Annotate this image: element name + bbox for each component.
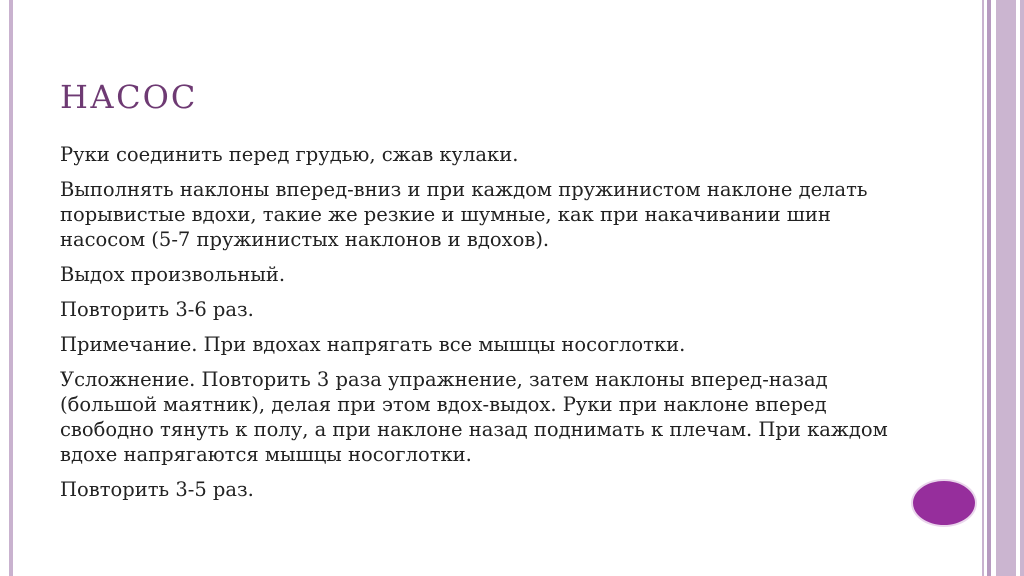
decorative-circle bbox=[913, 481, 975, 525]
paragraph: Примечание. При вдохах напрягать все мышцы носоглотки. bbox=[60, 333, 686, 356]
paragraph: Выполнять наклоны вперед-вниз и при каждом пружинистом наклоне делать порывистые вдохи, такие же резкие и шумные, как при накачивании шин насосом (5-7 пружинистых наклонов и вдохов). bbox=[60, 178, 868, 251]
right-decorative-stripe bbox=[1020, 0, 1024, 576]
right-decorative-stripe bbox=[982, 0, 984, 576]
left-decorative-stripe bbox=[9, 0, 13, 576]
paragraph: Повторить 3-5 раз. bbox=[60, 478, 254, 501]
slide-title: НАСОС bbox=[60, 78, 198, 116]
paragraph: Руки соединить перед грудью, сжав кулаки. bbox=[60, 143, 519, 166]
paragraph: Повторить 3-6 раз. bbox=[60, 298, 254, 321]
paragraph: Усложнение. Повторить 3 раза упражнение, затем наклоны вперед-назад (большой маятник), делая при этом вдох-выдох. Руки при наклоне вперед свободно тянуть к полу, а при наклоне назад поднимать к плечам. При каждом вдохе напрягаются мышцы носоглотки. bbox=[60, 368, 888, 466]
slide-body bbox=[60, 142, 900, 512]
right-decorative-stripe bbox=[996, 0, 1016, 576]
right-decorative-stripe bbox=[987, 0, 991, 576]
paragraph: Выдох произвольный. bbox=[60, 263, 286, 286]
